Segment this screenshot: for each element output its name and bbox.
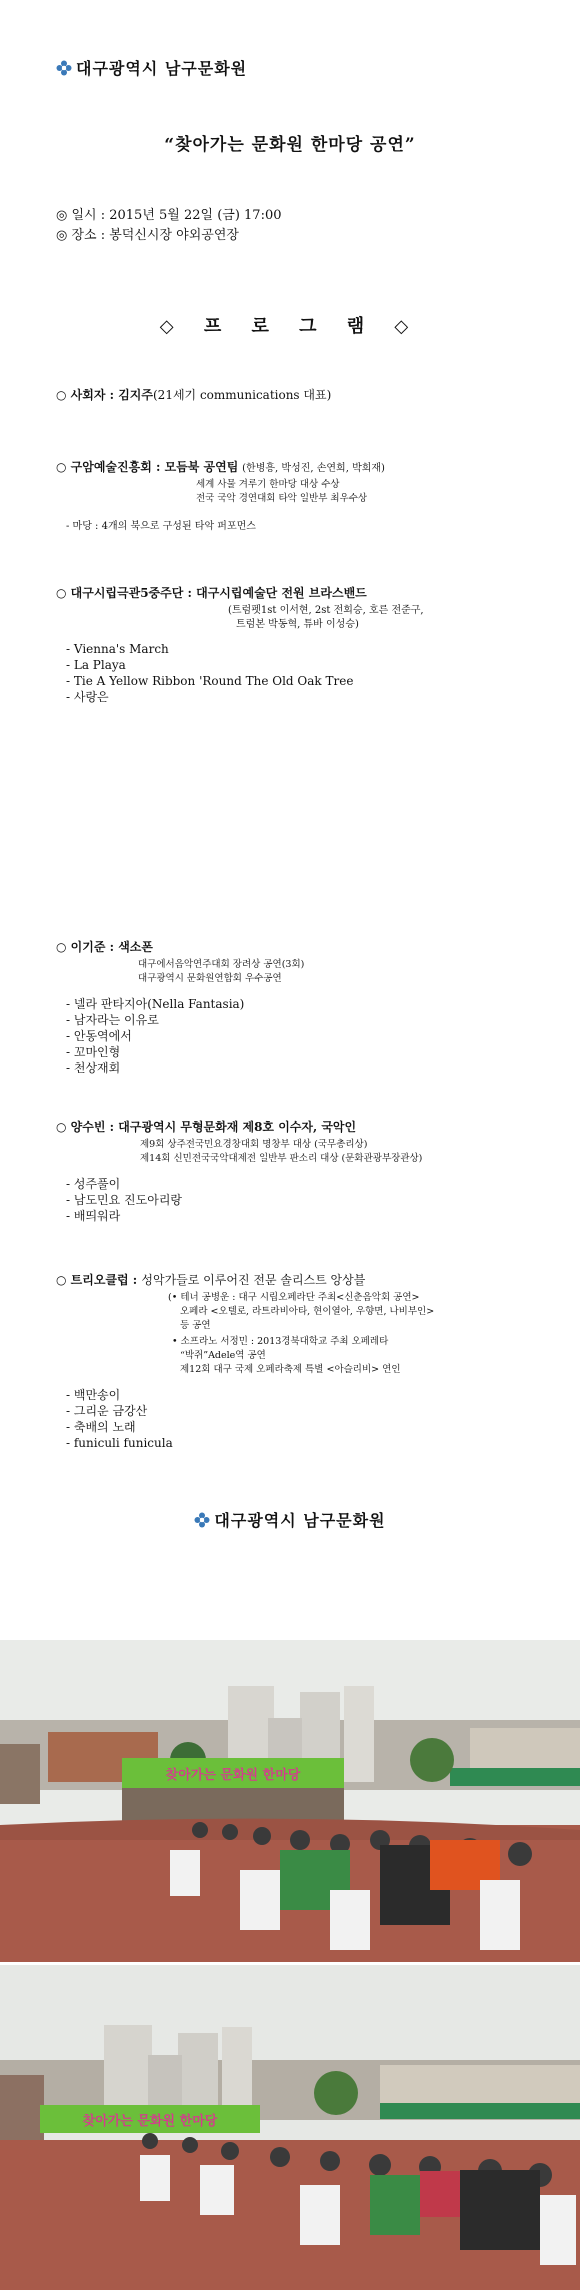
mc-desc: (21세기 communications 대표)	[153, 388, 332, 402]
group1-members: (한병흥, 박성진, 손연희, 박희재)	[242, 463, 385, 474]
group5-title: 성악가들로 이루어진 전문 솔리스트 앙상블	[141, 1273, 366, 1287]
flower-icon	[194, 1512, 210, 1528]
mc-name: 김지주	[118, 388, 153, 402]
group5-line4: • 소프라노 서정민 : 2013경북대학교 주최 오페레타	[172, 1336, 389, 1347]
group1-award2: 전국 국악 경연대회 타악 일반부 최우수상	[196, 493, 368, 504]
group5-line3: 등 공연	[180, 1320, 211, 1331]
list-item: - Vienna's March	[66, 642, 169, 656]
list-item: - funiculi funicula	[66, 1436, 173, 1450]
document-title: “찾아가는 문화원 한마당 공연”	[164, 135, 416, 155]
group5-line	[56, 1271, 365, 1288]
group2-song-list	[66, 641, 353, 705]
footer-org	[0, 1508, 580, 1531]
group5-label: ○ 트리오클럽 :	[56, 1273, 142, 1287]
list-item: - 넬라 판타지아(Nella Fantasia)	[66, 997, 245, 1011]
program-heading: ◇ 프 로 그 램 ◇	[159, 316, 421, 337]
group3-title: 색소폰	[118, 940, 153, 954]
event-photo-2	[0, 1965, 580, 2290]
group3-song-list	[66, 996, 244, 1076]
event-date: ◎ 일시 : 2015년 5월 22일 (금) 17:00	[56, 208, 282, 223]
mc-label: ○ 사회자 :	[56, 388, 119, 402]
event-photo-1	[0, 1640, 580, 1962]
group4-line	[56, 1118, 356, 1135]
group2-title: 대구시립예술단 전원 브라스밴드	[196, 586, 367, 600]
group3-desc1: 대구에서음악연주대회 장려상 공연(3회)	[138, 959, 305, 970]
list-item: - 사랑은	[66, 690, 109, 704]
list-item: - 남도민요 진도아리랑	[66, 1193, 183, 1207]
list-item: - La Playa	[66, 658, 126, 672]
list-item: - 축배의 노래	[66, 1420, 136, 1434]
flower-icon	[56, 60, 72, 76]
event-place: ◎ 장소 : 봉덕신시장 야외공연장	[56, 228, 239, 243]
banner-text: 찾아가는 문화원 한마당	[165, 1768, 301, 1783]
group5-line6: 제12회 대구 국제 오페라축제 특별 <아슬리비> 연인	[180, 1364, 401, 1375]
group2-label: ○ 대구시립극관5중주단 :	[56, 586, 197, 600]
org-header	[56, 56, 247, 79]
group5-line5: “박쥐”Adele역 공연	[180, 1350, 266, 1361]
group1-title: 모듬북 공연팀	[164, 460, 239, 474]
group5-line2: 오페라 <오텔로, 라트라비아타, 현이열아, 우향면, 나비부인>	[180, 1306, 435, 1317]
group4-song-list	[66, 1176, 182, 1224]
list-item: - 배띄워라	[66, 1209, 121, 1223]
group4-title: 대구광역시 무형문화재 제8호 이수자, 국악인	[118, 1120, 357, 1134]
org-name: 대구광역시 남구문화원	[76, 59, 248, 78]
group1-line	[56, 458, 385, 475]
group3-desc2: 대구광역시 문화원연합회 우수공연	[138, 973, 282, 984]
list-item: - 백만송이	[66, 1388, 121, 1402]
list-item: - 그리운 금강산	[66, 1404, 148, 1418]
list-item: - 천상재회	[66, 1061, 121, 1075]
list-item: - 꼬마인형	[66, 1045, 121, 1059]
list-item: - 성주풀이	[66, 1177, 121, 1191]
group5-line1: (• 테너 공병운 : 대구 시립오페라단 주최<신춘음악회 공연>	[168, 1292, 420, 1303]
list-item: - 안동역에서	[66, 1029, 132, 1043]
group5-song-list	[66, 1387, 173, 1451]
group4-award1: 제9회 상주전국민요경창대회 명창부 대상 (국무총리상)	[140, 1139, 368, 1150]
group1-award1: 세계 사물 겨루기 한마당 대상 수상	[196, 479, 340, 490]
group2-line	[56, 584, 367, 601]
footer-org-name: 대구광역시 남구문화원	[214, 1511, 386, 1530]
group3-line	[56, 938, 153, 955]
group2-members2: 트럼본 박동혁, 튜바 이성승)	[236, 619, 359, 630]
group1-label: ○ 구암예술진흥회 :	[56, 460, 165, 474]
group3-label: ○ 이기준 :	[56, 940, 119, 954]
group4-label: ○ 양수빈 :	[56, 1120, 119, 1134]
list-item: - Tie A Yellow Ribbon 'Round The Old Oak Tree	[66, 674, 354, 688]
list-item: - 남자라는 이유로	[66, 1013, 159, 1027]
group4-award2: 제14회 신민전국국악대제전 일반부 판소리 대상 (문화관광부장관상)	[140, 1153, 423, 1164]
group2-members1: (트럼펫1st 이서현, 2st 전회승, 호른 전준구,	[228, 605, 424, 616]
group1-note: - 마당 : 4개의 북으로 구성된 타악 퍼포먼스	[66, 521, 256, 532]
mc-line	[56, 386, 331, 403]
banner-text: 찾아가는 문화원 한마당	[82, 2114, 218, 2129]
